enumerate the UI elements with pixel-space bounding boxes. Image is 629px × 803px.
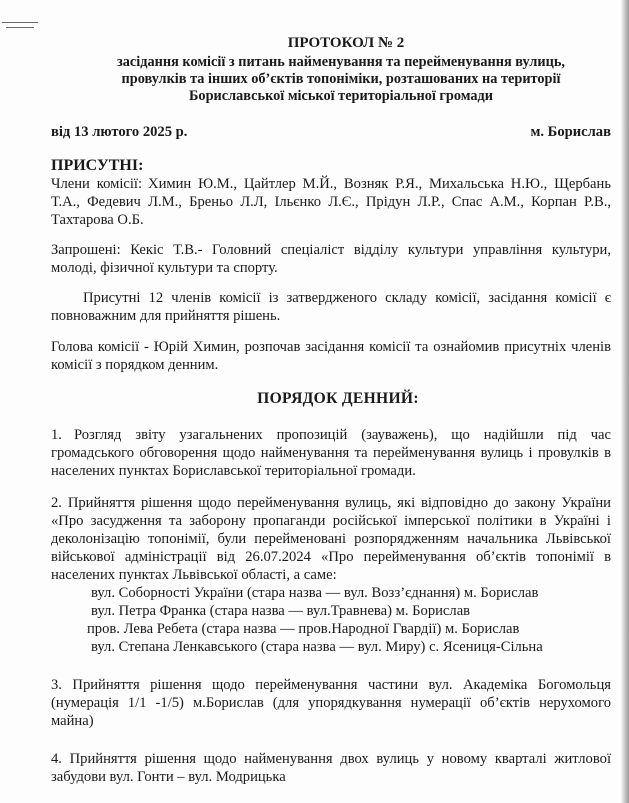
subtitle-line: Бориславської міської територіальної громади [188,88,494,104]
meeting-place: м. Борислав [530,124,611,140]
invited-paragraph: Запрошені: Кекіс Т.В.- Головний спеціаліст відділу культури управління культури, молоді, фізичної культури та спорту. [51,242,611,276]
scan-mark [2,20,38,29]
agenda-item-1 [51,426,611,480]
date-place-row [51,123,611,141]
present-heading: ПРИСУТНІ: [51,157,144,174]
subtitle-line: провулків та інших об’єктів топоніміки, розташованих на території [121,71,561,87]
agenda-item-2: 2. Прийняття рішення щодо перейменування вулиць, які відповідно до закону України «Про засудження та заборону пропаганди російської імперської політики в Україні і деколонізацію топонімії, були перейменовані розпорядженням начальника Львівської військової адміністрації від 26.07.2024 «Про перейменування об’єктів топонімії в населених пунктах Львівської області, а саме: [51,495,611,583]
subtitle-line: засідання комісії з питань найменування та перейменування вулиць, [117,54,565,70]
members-list: Химин Ю.М., Цайтлер М.Й., Возняк Р.Я., Михальська Н.Ю., Щербань Т.А., Федевич Л.М., Бреньо Л.Л, Ільєнко Л.Є., Прідун Л.Р., Спас А.М., Корпан Р.В., Тахтарова О.Б. [51,176,611,228]
agenda-item-4: 4. Прийняття рішення щодо найменування двох вулиць у новому кварталі житлової забудови вул. Гонти – вул. Модрицька [51,751,611,785]
street-list [87,584,611,656]
protocol-title: ПРОТОКОЛ № 2 [287,35,405,51]
agenda-item-3: 3. Прийняття рішення щодо перейменування частини вул. Академіка Богомольця (нумерація 1/1 -1/5) м.Борислав (для упорядкування нумерації об’єктів нерухомого майна) [51,677,611,729]
members-paragraph [51,175,611,229]
chair-paragraph: Голова комісії - Юрій Химин, розпочав засідання комісії та ознайомив присутніх членів комісії з порядком денним. [51,339,611,373]
street-list-item: пров. Лева Ребета (стара назва — пров.Народної Гвардії) м. Борислав [87,621,520,637]
protocol-subtitle [71,54,611,105]
meeting-date: від 13 лютого 2025 р. [51,124,188,140]
street-list-item: вул. Степана Ленкавського (стара назва — вул. Миру) с. Ясениця-Сільна [91,639,543,655]
members-label: Члени комісії: [51,176,143,192]
quorum-paragraph: Присутні 12 членів комісії із затвердженого складу комісії, засідання комісії є повноважним для прийняття рішень. [51,290,611,324]
protocol-body [51,34,611,786]
street-list-item: вул. Петра Франка (стара назва — вул.Травнева) м. Борислав [91,603,471,619]
agenda-item-number: 1. [51,427,62,443]
agenda-heading: ПОРЯДОК ДЕННИЙ: [257,390,419,407]
street-list-item: вул. Соборності України (стара назва — вул. Возз’єднання) м. Борислав [91,585,539,601]
agenda-item-text: Розгляд звіту узагальнених пропозицій (зауважень), що надійшли під час громадського обговорення щодо найменування та перейменування вулиць і провулків в населених пунктах Бориславської територіальної громади. [51,427,611,479]
page-edge-shadow [621,0,629,803]
